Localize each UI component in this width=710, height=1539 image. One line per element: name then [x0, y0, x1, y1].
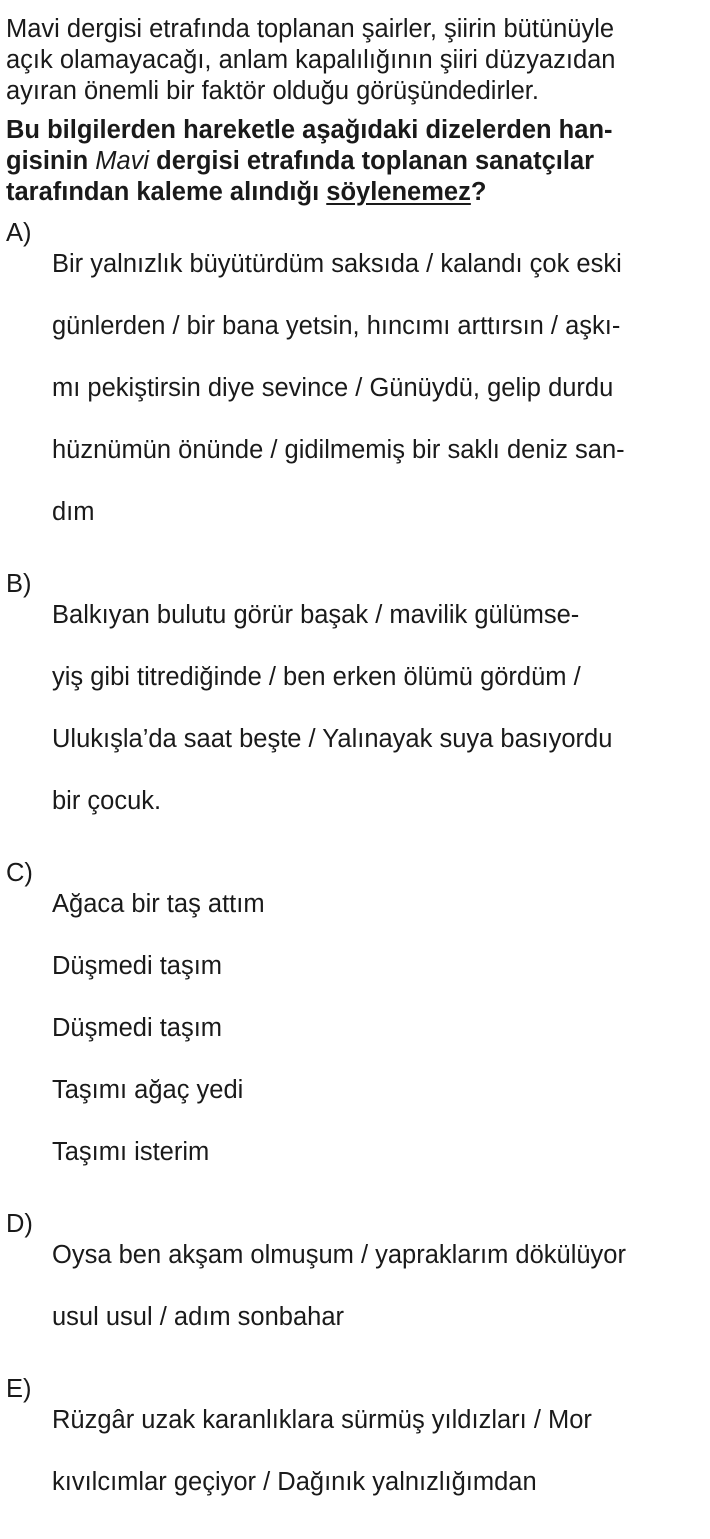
option-text — [52, 218, 696, 559]
option-e[interactable] — [6, 1374, 696, 1529]
option-letter: A) — [6, 219, 32, 247]
question-line: tarafından kaleme alındığı söylenemez? — [6, 178, 487, 206]
option-a[interactable] — [6, 218, 696, 559]
option-line: Ulukışla’da saat beşte / Yalınayak suya basıyordu — [52, 725, 613, 753]
option-line: Taşımı isterim — [52, 1138, 210, 1166]
option-text — [52, 1374, 696, 1529]
option-line: Oysa ben akşam olmuşum / yapraklarım dökülüyor — [52, 1241, 626, 1269]
intro-line: ayıran önemli bir faktör olduğu görüşündedirler. — [6, 77, 539, 105]
negative-keyword: söylenemez — [326, 178, 471, 206]
intro-line: açık olamayacağı, anlam kapalılığının şiiri düzyazıdan — [6, 46, 616, 74]
option-line: Ağaca bir taş attım — [52, 890, 265, 918]
intro-paragraph — [6, 14, 696, 107]
question-line: Bu bilgilerden hareketle aşağıdaki dizelerden han- — [6, 116, 613, 144]
option-line: Düşmedi taşım — [52, 952, 223, 980]
intro-line: Mavi dergisi etrafında toplanan şairler, şiirin bütünüyle — [6, 15, 615, 43]
question-line: gisinin Mavi dergisi etrafında toplanan sanatçılar — [6, 147, 595, 175]
option-line: yiş gibi titrediğinde / ben erken ölümü gördüm / — [52, 663, 581, 691]
option-line: Rüzgâr uzak karanlıklara sürmüş yıldızları / Mor — [52, 1406, 592, 1434]
option-letter: C) — [6, 859, 33, 887]
option-b[interactable] — [6, 569, 696, 848]
option-line: Taşımı ağaç yedi — [52, 1076, 244, 1104]
option-line: Bir yalnızlık büyütürdüm saksıda / kalandı çok eski — [52, 250, 622, 278]
question-mark: ? — [470, 178, 487, 206]
option-text — [52, 569, 696, 848]
option-letter: E) — [6, 1375, 32, 1403]
option-text — [52, 1209, 696, 1364]
question-stem — [6, 115, 696, 208]
option-line: günlerden / bir bana yetsin, hıncımı arttırsın / aşkı- — [52, 312, 621, 340]
option-line: usul usul / adım sonbahar — [52, 1303, 345, 1331]
option-line: dım — [52, 498, 95, 526]
option-letter: B) — [6, 570, 32, 598]
option-line: hüznümün önünde / gidilmemiş bir saklı deniz san- — [52, 436, 625, 464]
option-line: Düşmedi taşım — [52, 1014, 223, 1042]
option-letter: D) — [6, 1210, 33, 1238]
magazine-name: Mavi — [95, 147, 150, 175]
option-line: Balkıyan bulutu görür başak / mavilik gülümse- — [52, 601, 580, 629]
option-c[interactable] — [6, 858, 696, 1199]
question-page — [6, 14, 696, 1539]
option-line: kıvılcımlar geçiyor / Dağınık yalnızlığımdan — [52, 1468, 537, 1496]
option-line: bir çocuk. — [52, 787, 162, 815]
option-d[interactable] — [6, 1209, 696, 1364]
option-text — [52, 858, 696, 1199]
option-line: mı pekiştirsin diye sevince / Günüydü, gelip durdu — [52, 374, 614, 402]
